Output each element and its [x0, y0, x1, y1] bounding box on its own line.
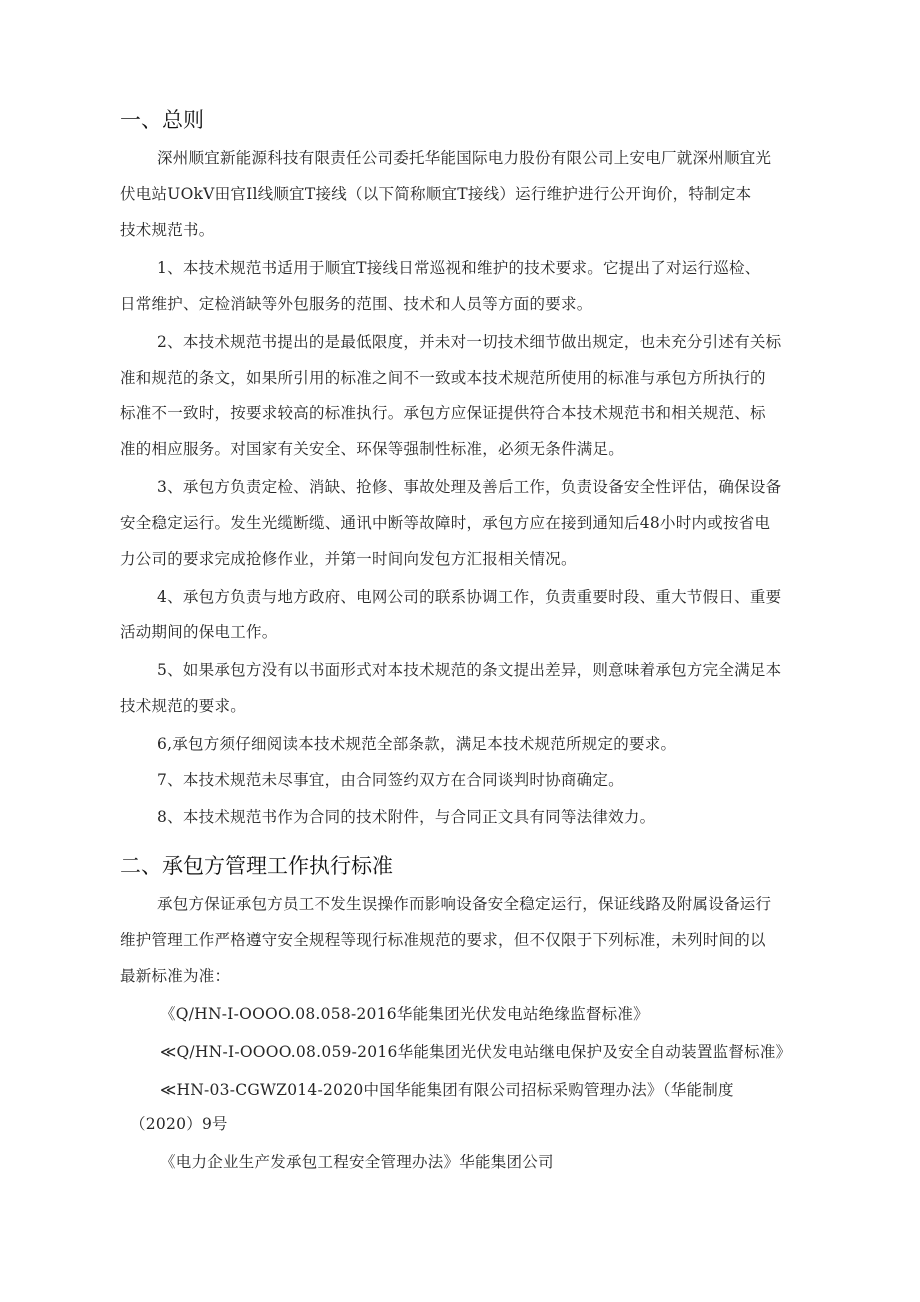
- section-2-intro-line: 承包方保证承包方员工不发生误操作而影响设备安全稳定运行，保证线路及附属设备运行: [157, 895, 772, 913]
- clause-5-line: 技术规范的要求。: [120, 697, 247, 715]
- clause-8-line: 8、本技术规范书作为合同的技术附件，与合同正文具有同等法律效力。: [157, 808, 656, 826]
- section-2-intro-line: 最新标准为准：: [120, 967, 231, 985]
- clause-7-line: 7、本技术规范未尽事宜，由合同签约双方在合同谈判时协商确定。: [157, 771, 624, 789]
- section-1-intro-line: 深州顺宜新能源科技有限责任公司委托华能国际电力股份有限公司上安电厂就深州顺宜光: [157, 149, 772, 167]
- clause-1-line: 日常维护、定检消缺等外包服务的范围、技术和人员等方面的要求。: [120, 295, 593, 313]
- standard-item: ≪Q/HN-I-OOOO.08.059-2016华能集团光伏发电站继电保护及安全自动装置监督标准》: [160, 1043, 792, 1061]
- clause-2-line: 准和规范的条文，如果所引用的标准之间不一致或本技术规范所使用的标准与承包方所执行的: [120, 369, 766, 387]
- clause-6-line: 6,承包方须仔细阅读本技术规范全部条款，满足本技术规范所规定的要求。: [157, 735, 677, 753]
- standard-item-continuation: （2020）9号: [130, 1115, 228, 1133]
- clause-2-line: 准的相应服务。对国家有关安全、环保等强制性标准，必须无条件满足。: [120, 440, 625, 458]
- standard-item: 《Q/HN-I-OOOO.08.058-2016华能集团光伏发电站绝缘监督标准》: [160, 1005, 649, 1023]
- section-1-heading: 一、总则: [120, 108, 204, 132]
- section-2-intro-line: 维护管理工作严格遵守安全规程等现行标准规范的要求，但不仅限于下列标准，未列时间的以: [120, 931, 766, 949]
- clause-5-line: 5、如果承包方没有以书面形式对本技术规范的条文提出差异，则意味着承包方完全满足本: [157, 661, 782, 679]
- clause-2-line: 2、本技术规范书提出的是最低限度，并未对一切技术细节做出规定，也未充分引述有关标: [157, 333, 782, 351]
- clause-4-line: 4、承包方负责与地方政府、电网公司的联系协调工作，负责重要时段、重大节假日、重要: [157, 588, 782, 606]
- standard-item: ≪HN-03-CGWZ014-2020中国华能集团有限公司招标采购管理办法》（华能制度: [160, 1081, 734, 1099]
- section-1-intro-line: 伏电站UOkV田官Il线顺宜T接线（以下简称顺宜T接线）运行维护进行公开询价，特制定本: [120, 185, 752, 203]
- standard-item: 《电力企业生产发承包工程安全管理办法》华能集团公司: [160, 1153, 554, 1171]
- clause-4-line: 活动期间的保电工作。: [120, 623, 278, 641]
- clause-3-line: 安全稳定运行。发生光缆断缆、通讯中断等故障时，承包方应在接到通知后48小时内或按省电: [120, 514, 771, 532]
- section-2-heading: 二、承包方管理工作执行标准: [120, 854, 393, 878]
- clause-3-line: 力公司的要求完成抢修作业，并第一时间向发包方汇报相关情况。: [120, 550, 577, 568]
- clause-1-line: 1、本技术规范书适用于顺宜T接线日常巡视和维护的技术要求。它提出了对运行巡检、: [157, 259, 761, 277]
- section-1-intro-line: 技术规范书。: [120, 221, 215, 239]
- clause-2-line: 标准不一致时，按要求较高的标准执行。承包方应保证提供符合本技术规范书和相关规范、标: [120, 404, 766, 422]
- clause-3-line: 3、承包方负责定检、消缺、抢修、事故处理及善后工作，负责设备安全性评估，确保设备: [157, 478, 782, 496]
